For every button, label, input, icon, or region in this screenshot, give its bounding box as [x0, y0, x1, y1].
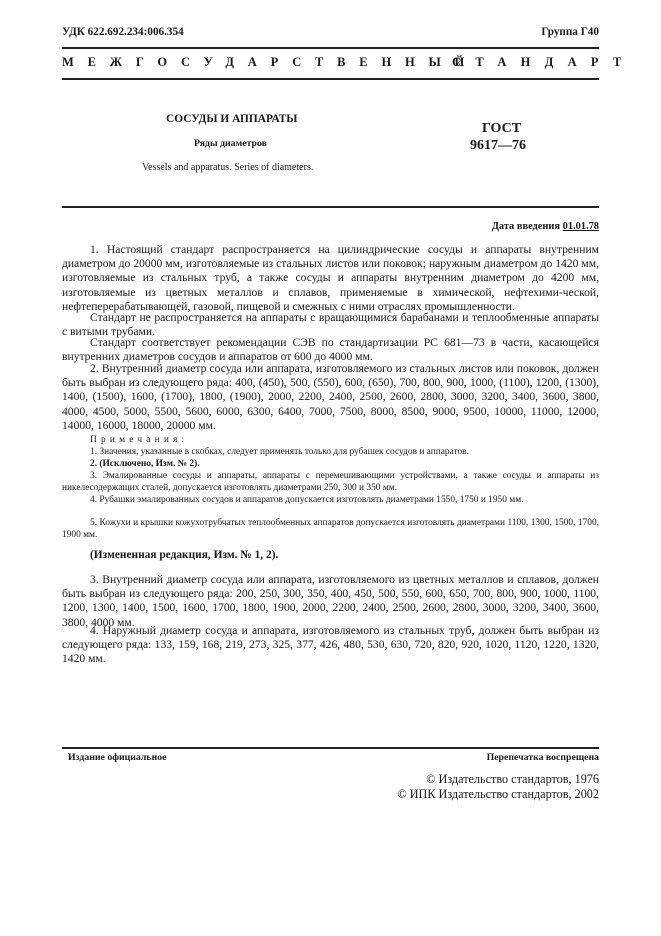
- amended-edition: (Измененная редакция, Изм. № 1, 2).: [90, 549, 279, 561]
- group-code: Группа Г40: [541, 26, 599, 38]
- note-5: [62, 517, 599, 542]
- paragraph-6-text: 4. Наружный диаметр сосуда и аппарата, изготовляемого из стальных труб, должен быть выбран из следующего ряда: 133, 159, 168, 219, 273, 325, 377, 426, 480, 530, 630, 720, 820, 920, 1020, 1120, 1220, 1320, 1420 мм.: [62, 624, 599, 666]
- document-title: СОСУДЫ И АППАРАТЫ: [166, 113, 298, 125]
- note-3: [62, 470, 599, 495]
- header-top-rule: [62, 47, 599, 49]
- note-4-text: 4. Рубашки эмалированных сосудов и аппаратов допускается изготовлять диаметрами 1550, 1750 и 1950 мм.: [90, 495, 524, 505]
- footer-rule: [62, 747, 599, 749]
- document-subtitle: Ряды диаметров: [194, 138, 267, 149]
- gost-label: ГОСТ: [482, 121, 522, 136]
- gost-number: 9617—76: [470, 138, 526, 153]
- note-2: [62, 458, 599, 470]
- header-bottom-rule: [62, 78, 599, 80]
- effective-date-value: 01.01.78: [562, 221, 599, 232]
- banner-standard: СТАНДАРТ: [452, 55, 636, 69]
- paragraph-1-text: 1. Настоящий стандарт распространяется на цилиндрические сосуды и аппараты внутренним диаметром до 20000 мм, изготовляемые из стальных листов или поковок; наружным диаметром до 1420 мм, изготовляемые из стальных труб, а также сосуды и аппараты внутренним диаметром до 4200 мм, изготовляемые из цветных металлов и сплавов, применяемые в химической, нефтехими-ческой, нефтеперерабатывающей, газовой, пищевой и смежных с ними отраслях промышленности.: [62, 243, 599, 313]
- paragraph-3-text: Стандарт соответствует рекомендации СЭВ по стандартизации РС 681—73 в части, касающейся внутренних диаметров сосудов и аппаратов от 600 до 4000 мм.: [62, 336, 599, 364]
- paragraph-6: [62, 624, 599, 667]
- copyright-2002: © ИПК Издательство стандартов, 2002: [397, 787, 599, 801]
- notes-heading: [62, 434, 599, 446]
- note-5-text: 5. Кожухи и крышки кожухотрубчатых теплообменных аппаратов допускается изготовлять диаметрами 1100, 1300, 1500, 1700, 1900 мм.: [62, 518, 599, 541]
- paragraph-5-text: 3. Внутренний диаметр сосуда или аппарата, изготовляемого из цветных металлов и сплавов, должен быть выбран из следующего ряда: 200, 250, 300, 350, 400, 450, 500, 550, 600, 650, 700, 800, 900, 1000, 1100, 1200, 1300, 1400, 1500, 1600, 1700, 1800, 1900, 2000, 2200, 2400, 2500, 2600, 2800, 3000, 3200, 3400, 3600, 3800, 4000 мм.: [62, 573, 599, 629]
- copyright-1976: © Издательство стандартов, 1976: [426, 772, 599, 786]
- official-edition: Издание официальное: [68, 752, 167, 763]
- title-bottom-rule: [62, 206, 599, 208]
- notes-heading-text: Примечания:: [90, 435, 189, 445]
- note-3-text: 3. Эмалированные сосуды и аппараты, аппараты с перемешивающими устройствами, а также сосуды и аппараты из никелесодержащих сталей, допускается изготовлять диаметрами 250, 300 и 350 мм.: [62, 471, 599, 494]
- paragraph-4-text: 2. Внутренний диаметр сосуда или аппарата, изготовляемого из стальных листов или поковок, должен быть выбран из следующего ряда: 400, (450), 500, (550), 600, (650), 700, 800, 900, 1000, (1100), 1200, (1300), 1400, (1500), 1600, (1700), 1800, (1900), 2000, 2200, 2400, 2500, 2600, 2800, 3000, 3200, 3400, 3600, 3800, 4000, 4500, 5000, 5500, 5600, 6000, 6300, 6400, 7000, 7500, 8000, 8500, 9000, 9500, 10000, 11000, 12000, 14000, 16000, 18000, 20000 мм.: [62, 362, 599, 432]
- paragraph-1: [62, 243, 599, 314]
- note-2-text: 2. (Исключено, Изм. № 2).: [90, 459, 200, 469]
- effective-date-label: Дата введения: [491, 221, 561, 232]
- banner-interstate: МЕЖГОСУДАРСТВЕННЫЙ: [62, 55, 479, 69]
- effective-date: [492, 221, 599, 232]
- note-1-text: 1. Значения, указанные в скобках, следует применять только для рубашек сосудов и аппаратов.: [90, 447, 469, 457]
- udk-code: УДК 622.692.234:006.354: [62, 26, 184, 38]
- paragraph-2-text: Стандарт не распространяется на аппараты с вращающимися барабанами и теплообменные аппараты с витыми трубами.: [62, 311, 599, 339]
- reprint-prohibited: Перепечатка воспрещена: [486, 752, 599, 763]
- note-1: [62, 446, 599, 458]
- paragraph-4: [62, 362, 599, 433]
- english-title: Vessels and apparatus. Series of diameters.: [142, 162, 314, 173]
- paragraph-3: [62, 336, 599, 364]
- note-4: [62, 494, 599, 506]
- paragraph-5: [62, 573, 599, 630]
